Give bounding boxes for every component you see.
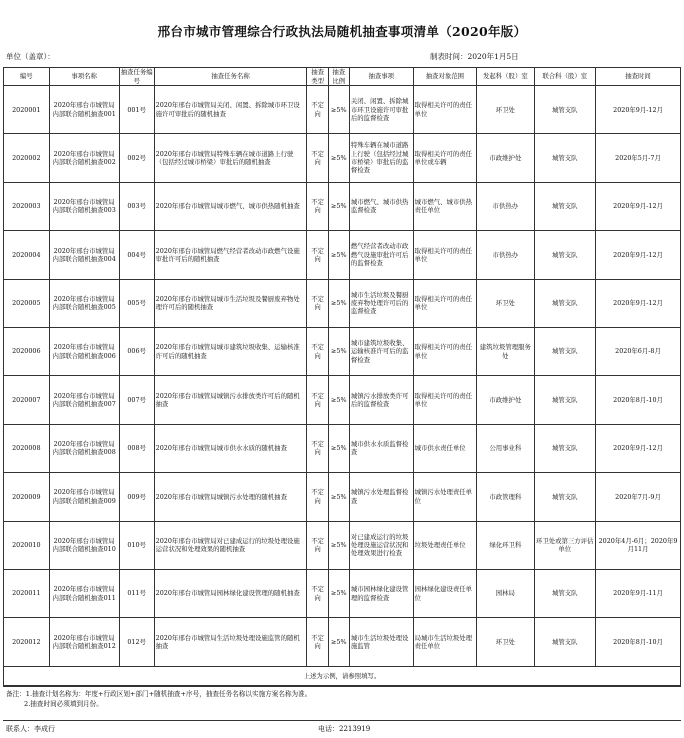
row-task: 2020年邢台市城管局燃气经营者改动市政燃气设施审批许可后的随机抽查 (154, 231, 307, 279)
row-ratio: ≥5% (328, 279, 349, 327)
row-scope: 垃圾处理责任单位 (413, 521, 477, 569)
header-type: 抽查类型 (307, 68, 328, 86)
row-task: 2020年邢台市城管局城镇污水排放类许可后的随机抽查 (154, 376, 307, 424)
row-scope: 取得相关许可的责任单位 (413, 376, 477, 424)
row-scope: 城市供水责任单位 (413, 424, 477, 472)
row-time: 2020年8月-10月 (596, 618, 681, 666)
row-item: 城市建筑垃圾收集、运输核准许可后的监督检查 (349, 327, 413, 375)
row-task: 2020年邢台市城管局城镇污水处理的随机抽查 (154, 473, 307, 521)
row-time: 2020年9月-12月 (596, 182, 681, 230)
row-scope: 取得相关许可的责任单位 (413, 327, 477, 375)
row-task-no: 008号 (119, 424, 154, 472)
row-ratio: ≥5% (328, 134, 349, 182)
row-dept: 园林局 (477, 569, 534, 617)
row-time: 2020年9月-12月 (596, 86, 681, 134)
row-type: 不定向 (307, 182, 328, 230)
row-id: 2020002 (4, 134, 50, 182)
row-id: 2020009 (4, 473, 50, 521)
row-item: 城市供水水质监督检查 (349, 424, 413, 472)
row-type: 不定向 (307, 618, 328, 666)
row-time: 2020年9月-11月 (596, 569, 681, 617)
row-id: 2020012 (4, 618, 50, 666)
row-name: 2020年邢台市城管局内部联合随机抽查009 (49, 473, 119, 521)
row-ratio: ≥5% (328, 86, 349, 134)
row-name: 2020年邢台市城管局内部联合随机抽查007 (49, 376, 119, 424)
row-dept: 绿化环卫科 (477, 521, 534, 569)
row-task-no: 005号 (119, 279, 154, 327)
row-dept: 市政维护处 (477, 134, 534, 182)
row-ratio: ≥5% (328, 569, 349, 617)
table-row (4, 279, 681, 327)
remark-line-2: 2.抽查时间必须填到月份。 (24, 700, 103, 709)
example-note: 上述为示例，请参照填写。 (4, 666, 681, 685)
row-task: 2020年邢台市城管局城市燃气、城市供热随机抽查 (154, 182, 307, 230)
row-type: 不定向 (307, 424, 328, 472)
row-task-no: 004号 (119, 231, 154, 279)
date-label: 制表时间：2020年1月5日 (430, 52, 519, 61)
row-task: 2020年邢台市城管局城市生活垃圾及餐厨废弃物处理许可后的随机抽查 (154, 279, 307, 327)
row-scope: 城市燃气、城市供热责任单位 (413, 182, 477, 230)
example-note-row (4, 666, 681, 685)
row-dept: 环卫处 (477, 86, 534, 134)
row-task-no: 001号 (119, 86, 154, 134)
row-joint: 城管支队 (534, 182, 596, 230)
row-time: 2020年6月-8月 (596, 327, 681, 375)
row-joint: 城管支队 (534, 231, 596, 279)
row-id: 2020005 (4, 279, 50, 327)
row-task: 2020年邢台市城管局城市供水水质的随机抽查 (154, 424, 307, 472)
row-dept: 市供热办 (477, 182, 534, 230)
row-time: 2020年7月-9月 (596, 473, 681, 521)
row-name: 2020年邢台市城管局内部联合随机抽查004 (49, 231, 119, 279)
row-task: 2020年邢台市城管局城市建筑垃圾收集、运输核准许可后的随机抽查 (154, 327, 307, 375)
row-type: 不定向 (307, 521, 328, 569)
row-joint: 城管支队 (534, 376, 596, 424)
row-dept: 市政维护处 (477, 376, 534, 424)
document-title: 邢台市城市管理综合行政执法局随机抽查事项清单（2020年版） (157, 24, 527, 39)
row-type: 不定向 (307, 473, 328, 521)
header-time: 抽查时间 (596, 68, 681, 86)
row-name: 2020年邢台市城管局内部联合随机抽查002 (49, 134, 119, 182)
row-joint: 环卫处或第三方评估单位 (534, 521, 596, 569)
table-row (4, 521, 681, 569)
row-name: 2020年邢台市城管局内部联合随机抽查012 (49, 618, 119, 666)
row-task-no: 011号 (119, 569, 154, 617)
table-row (4, 134, 681, 182)
row-task-no: 009号 (119, 473, 154, 521)
phone-label: 电话：2213919 (318, 725, 371, 733)
row-name: 2020年邢台市城管局内部联合随机抽查010 (49, 521, 119, 569)
row-item: 城市生活垃圾及餐厨废弃物处理许可后的监督检查 (349, 279, 413, 327)
remarks (6, 689, 676, 709)
row-joint: 城管支队 (534, 473, 596, 521)
row-type: 不定向 (307, 376, 328, 424)
row-task-no: 006号 (119, 327, 154, 375)
row-task: 2020年邢台市城管局园林绿化建设管理的随机抽查 (154, 569, 307, 617)
row-task-no: 003号 (119, 182, 154, 230)
row-type: 不定向 (307, 569, 328, 617)
header-name: 事项名称 (49, 68, 119, 86)
row-item: 城市生活垃圾处理设施监管 (349, 618, 413, 666)
row-item: 城镇污水处理监督检查 (349, 473, 413, 521)
row-name: 2020年邢台市城管局内部联合随机抽查005 (49, 279, 119, 327)
row-joint: 城管支队 (534, 424, 596, 472)
row-joint: 城管支队 (534, 569, 596, 617)
row-id: 2020007 (4, 376, 50, 424)
row-joint: 城管支队 (534, 327, 596, 375)
row-dept: 市供热办 (477, 231, 534, 279)
row-ratio: ≥5% (328, 618, 349, 666)
row-time: 2020年5月-7月 (596, 134, 681, 182)
row-task-no: 010号 (119, 521, 154, 569)
row-ratio: ≥5% (328, 424, 349, 472)
inspection-table (3, 67, 681, 686)
row-id: 2020006 (4, 327, 50, 375)
contact-label: 联系人：李成行 (6, 725, 55, 733)
row-dept: 环卫处 (477, 279, 534, 327)
row-task: 2020年邢台市城管局对已建成运行的垃圾处理设施运营状况和处理效果的随机抽查 (154, 521, 307, 569)
row-id: 2020003 (4, 182, 50, 230)
table-row (4, 618, 681, 666)
row-scope: 园林绿化建设责任单位 (413, 569, 477, 617)
row-ratio: ≥5% (328, 327, 349, 375)
row-scope: 局城市生活垃圾处理责任单位 (413, 618, 477, 666)
row-ratio: ≥5% (328, 473, 349, 521)
row-dept: 建筑垃圾管理服务处 (477, 327, 534, 375)
row-time: 2020年8月-10月 (596, 376, 681, 424)
row-dept: 市政管理科 (477, 473, 534, 521)
table-row (4, 231, 681, 279)
row-ratio: ≥5% (328, 231, 349, 279)
row-task: 2020年邢台市城管局生活垃圾处理设施监管的随机抽查 (154, 618, 307, 666)
row-name: 2020年邢台市城管局内部联合随机抽查008 (49, 424, 119, 472)
header-ratio: 抽查比例 (328, 68, 349, 86)
row-type: 不定向 (307, 134, 328, 182)
row-joint: 城管支队 (534, 618, 596, 666)
header-item: 抽查事项 (349, 68, 413, 86)
row-name: 2020年邢台市城管局内部联合随机抽查011 (49, 569, 119, 617)
header-task-no: 抽查任务编号 (120, 68, 153, 85)
row-joint: 城管支队 (534, 134, 596, 182)
table-row (4, 424, 681, 472)
row-dept: 环卫处 (477, 618, 534, 666)
unit-label: 单位（盖章）： (6, 52, 55, 61)
row-scope: 取得相关许可的责任单位 (413, 279, 477, 327)
row-id: 2020001 (4, 86, 50, 134)
row-scope: 取得相关许可的责任单位 (413, 231, 477, 279)
table-row (4, 182, 681, 230)
row-name: 2020年邢台市城管局内部联合随机抽查006 (49, 327, 119, 375)
row-item: 城镇污水排放类许可后的监督检查 (349, 376, 413, 424)
divider (3, 686, 681, 687)
header-id: 编号 (4, 68, 50, 86)
row-time: 2020年9月-12月 (596, 279, 681, 327)
table-row (4, 86, 681, 134)
row-scope: 取得相关许可的责任单位或车辆 (413, 134, 477, 182)
row-item: 城市燃气、城市供热监督检查 (349, 182, 413, 230)
row-time: 2020年9月-12月 (596, 424, 681, 472)
row-item: 关闭、闲置、拆除城市环卫设施许可审批后的监督检查 (349, 86, 413, 134)
row-task: 2020年邢台市城管局特殊车辆在城市道路上行驶（包括经过城市桥梁）审批后的随机抽查 (154, 134, 307, 182)
row-dept: 公用事业科 (477, 424, 534, 472)
table-row (4, 327, 681, 375)
row-id: 2020004 (4, 231, 50, 279)
row-joint: 城管支队 (534, 279, 596, 327)
row-type: 不定向 (307, 231, 328, 279)
row-id: 2020008 (4, 424, 50, 472)
table-row (4, 376, 681, 424)
row-id: 2020011 (4, 569, 50, 617)
table-header-row (4, 68, 681, 86)
header-scope: 抽查对象范围 (413, 68, 477, 86)
row-type: 不定向 (307, 327, 328, 375)
row-task-no: 012号 (119, 618, 154, 666)
row-scope: 取得相关许可的责任单位 (413, 86, 477, 134)
row-id: 2020010 (4, 521, 50, 569)
row-task: 2020年邢台市城管局关闭、闲置、拆除城市环卫设施许可审批后的随机抽查 (154, 86, 307, 134)
row-ratio: ≥5% (328, 376, 349, 424)
table-row (4, 473, 681, 521)
header-joint: 联合科（股）室 (534, 68, 596, 86)
row-item: 对已建成运行的垃圾处理设施运营状况和处理效果进行检查 (349, 521, 413, 569)
row-item: 特殊车辆在城市道路上行驶（包括经过城市桥梁）审批后的监督检查 (349, 134, 413, 182)
row-joint: 城管支队 (534, 86, 596, 134)
row-time: 2020年9月-12月 (596, 231, 681, 279)
row-scope: 城镇污水处理责任单位 (413, 473, 477, 521)
row-task-no: 002号 (119, 134, 154, 182)
row-type: 不定向 (307, 86, 328, 134)
row-type: 不定向 (307, 279, 328, 327)
row-time: 2020年4月-6月；2020年9月11月 (596, 521, 681, 569)
row-ratio: ≥5% (328, 182, 349, 230)
divider (3, 720, 681, 721)
table-row (4, 569, 681, 617)
remark-line-1: 备注：1.抽查计划名称为：年度+行政区划+部门+随机抽查+序号，抽查任务名称以实施方案名称为准。 (6, 690, 312, 698)
header-task: 抽查任务名称 (154, 68, 307, 86)
row-item: 城市园林绿化建设管理的监督检查 (349, 569, 413, 617)
row-name: 2020年邢台市城管局内部联合随机抽查003 (49, 182, 119, 230)
row-name: 2020年邢台市城管局内部联合随机抽查001 (49, 86, 119, 134)
row-item: 燃气经营者改动市政燃气设施审批许可后的监督检查 (349, 231, 413, 279)
row-task-no: 007号 (119, 376, 154, 424)
header-dept: 发起科（股）室 (477, 68, 534, 86)
row-ratio: ≥5% (328, 521, 349, 569)
